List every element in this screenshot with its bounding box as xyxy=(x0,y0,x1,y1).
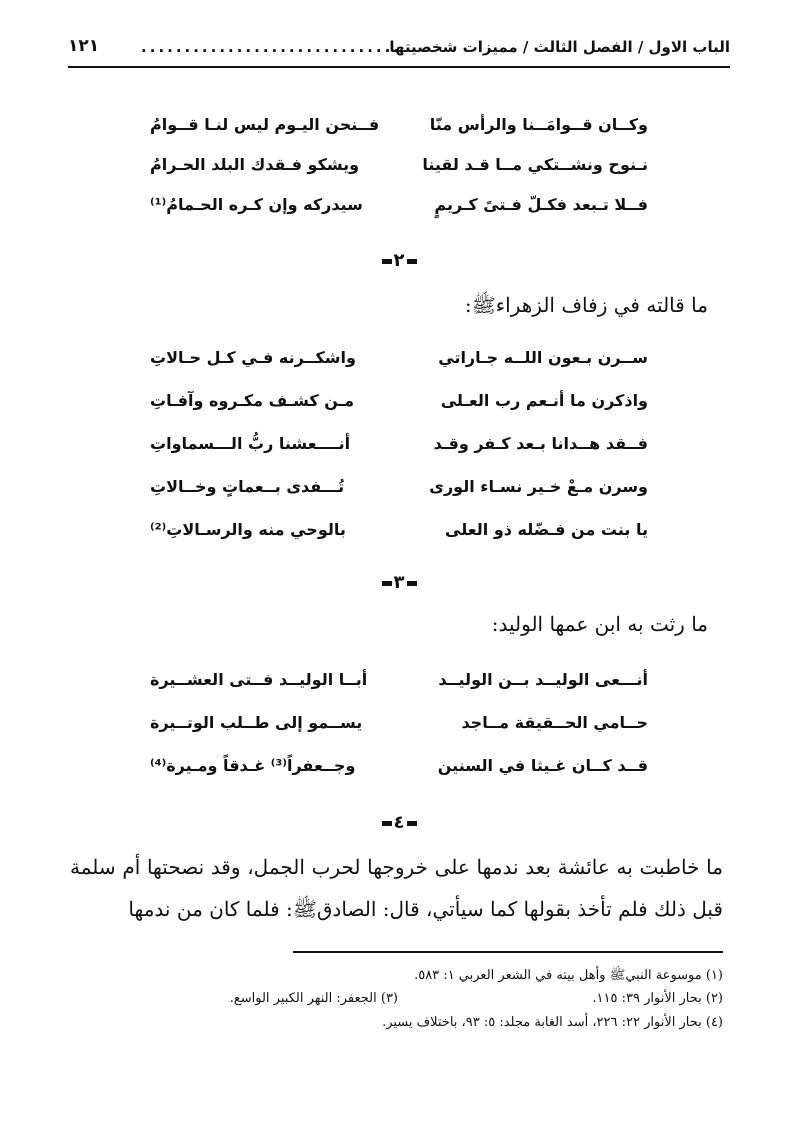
first-hemistich: ســرن بـعون اللــه جـاراتي xyxy=(438,348,648,367)
poem-couplet xyxy=(150,670,648,710)
poem-couplet xyxy=(150,115,648,155)
running-header xyxy=(68,34,730,64)
second-hemistich: أبــا الوليــد فــتى العشــيرة xyxy=(150,670,368,689)
header-rule xyxy=(68,66,730,68)
section-number: ٢ xyxy=(0,250,798,271)
section-intro: ما رثت به ابن عمها الوليد: xyxy=(491,612,708,636)
second-hemistich: تُـــفدى بــعماتٍ وخــالاتِ xyxy=(150,477,345,496)
header-title: الباب الاول / الفصل الثالث / مميزات شخصيتها xyxy=(389,38,730,56)
first-hemistich: يا بنت من فـضّله ذو العلى xyxy=(445,520,648,539)
second-hemistich: فــنحن اليـوم ليس لنـا قــوامُ xyxy=(150,115,380,134)
section-number: ٤ xyxy=(0,812,798,833)
header-leader-dots: .............................. xyxy=(141,38,402,56)
poem-couplet xyxy=(150,155,648,195)
footnote: (١) موسوعة النبيﷺ وأهل بيته في الشعر العربي ١: ٥٨٣. xyxy=(414,968,723,983)
poem-couplet xyxy=(150,391,648,431)
first-hemistich: واذكرن ما أنـعم رب العـلى xyxy=(440,391,648,410)
first-hemistich: قــد كــان غـيثا في السنين xyxy=(437,756,648,775)
footnote: (٢) بحار الأنوار ٣٩: ١١٥. xyxy=(592,991,723,1006)
first-hemistich: أنـــعى الوليــد بــن الوليــد xyxy=(438,670,648,689)
second-hemistich: مـن كشـف مكـروه وآفـاتِ xyxy=(150,391,355,410)
poem-couplet xyxy=(150,195,648,235)
page-number: ١٢١ xyxy=(68,36,100,56)
poem-couplet xyxy=(150,756,648,796)
footnote: (٣) الجعفر: النهر الكبير الواسع. xyxy=(229,991,398,1006)
footnote-rule xyxy=(293,951,723,953)
second-hemistich: بالوحي منه والرسـالاتِ⁽²⁾ xyxy=(150,520,346,539)
section-intro: ما قالته في زفاف الزهراءﷺ: xyxy=(464,293,708,317)
second-hemistich: ويشكو فـقدك البلد الحـرامُ xyxy=(150,155,360,174)
poem-couplet xyxy=(150,713,648,753)
poem-couplet xyxy=(150,520,648,560)
footnote: (٤) بحار الأنوار ٢٢: ٢٢٦، أسد الغابة مجلد: ٥: ٩٣، باختلاف يسير. xyxy=(382,1015,723,1030)
first-hemistich: وكــان قــوامَــنا والرأس منّا xyxy=(429,115,648,134)
section-number: ٣ xyxy=(0,572,798,593)
second-hemistich: أنــــعشنا ربُّ الـــسماواتِ xyxy=(150,434,351,453)
second-hemistich: سيدركه وإن كـره الحـمامُ⁽¹⁾ xyxy=(150,195,363,214)
poem-couplet xyxy=(150,348,648,388)
second-hemistich: يســمو إلى طــلب الوتــيرة xyxy=(150,713,363,732)
first-hemistich: فــقد هــدانا بـعد كـفر وقـد xyxy=(433,434,648,453)
poem-couplet xyxy=(150,434,648,474)
second-hemistich: واشكــرنه فـي كـل حـالاتِ xyxy=(150,348,356,367)
poem-couplet xyxy=(150,477,648,517)
first-hemistich: وسرن مـعْ خـير نسـاء الورى xyxy=(429,477,648,496)
first-hemistich: نـنوح ونشــتكي مــا قـد لقينا xyxy=(422,155,648,174)
second-hemistich: وجــعفراً⁽³⁾ غـدقاً ومـيرة⁽⁴⁾ xyxy=(150,756,356,775)
first-hemistich: فــلا تـبعد فكـلّ فـتىً كـريمٍ xyxy=(434,195,648,214)
first-hemistich: حــامي الحــقيقة مــاجد xyxy=(461,713,648,732)
body-paragraph: ما خاطبت به عائشة بعد ندمها على خروجها لحرب الجمل، وقد نصحتها أم سلمة قبل ذلك فلم تأخذ بقولها كما سيأتي، قال: الصادقﷺ: فلما كان من ندمها xyxy=(70,855,723,921)
